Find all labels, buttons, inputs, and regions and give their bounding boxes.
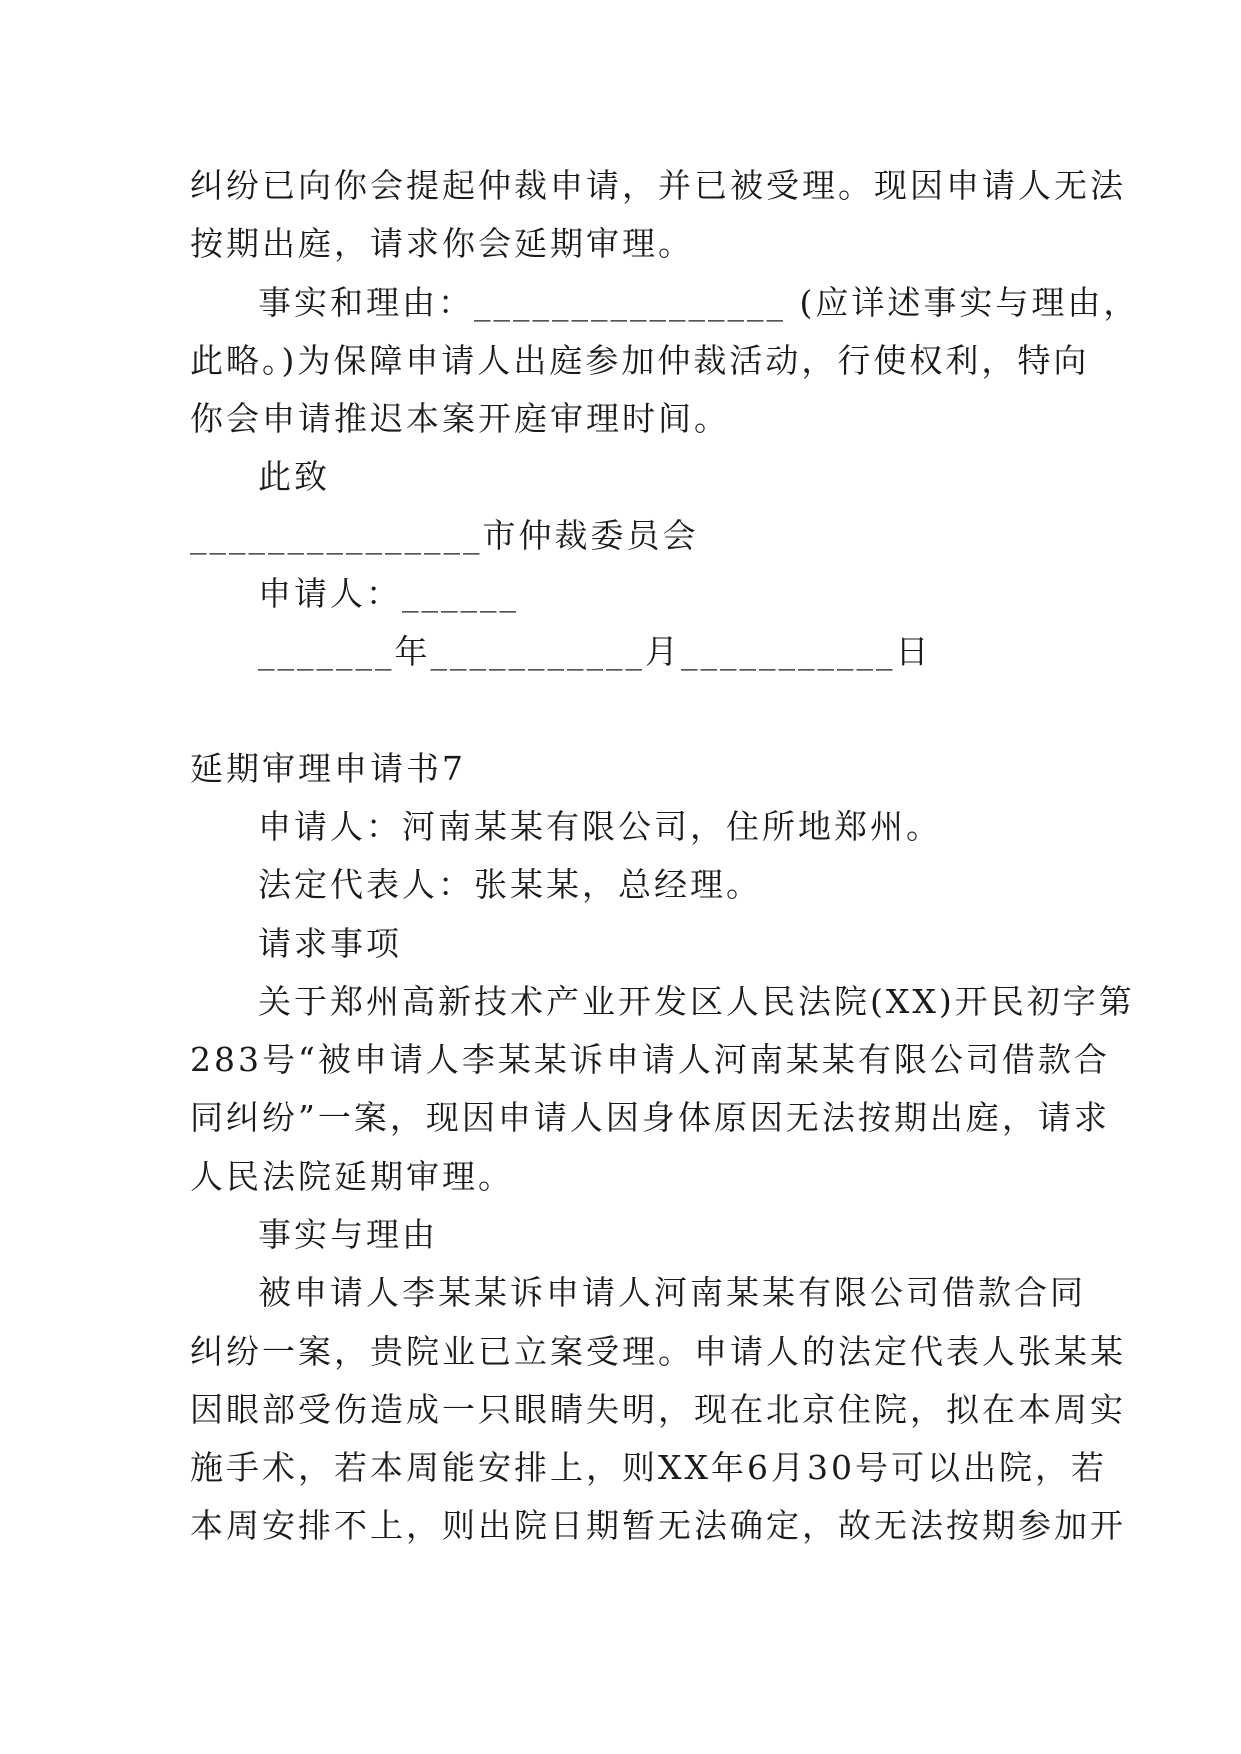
applicant-signature: 申请人：______: [258, 574, 519, 613]
section-heading: 事实与理由: [258, 1215, 438, 1254]
paragraph-line: 关于郑州高新技术产业开发区人民法院(XX)开民初字第: [258, 982, 1135, 1021]
paragraph-line: 人民法院延期审理。: [190, 1157, 514, 1196]
paragraph-line: 事实和理由：________________ (应详述事实与理由，: [258, 283, 1140, 322]
paragraph-line: 被申请人李某某诉申请人河南某某有限公司借款合同: [258, 1273, 1086, 1312]
paragraph-line: 法定代表人：张某某，总经理。: [258, 865, 762, 904]
date-line: _______年___________月___________日: [258, 632, 932, 671]
paragraph-line: 申请人：河南某某有限公司，住所地郑州。: [258, 807, 942, 846]
section-heading: 请求事项: [258, 924, 402, 963]
paragraph-line: 本周安排不上，则出院日期暂无法确定，故无法按期参加开: [190, 1506, 1126, 1545]
paragraph-line: 因眼部受伤造成一只眼睛失明，现在北京住院，拟在本周实: [190, 1390, 1126, 1429]
paragraph-line: 纠纷一案，贵院业已立案受理。申请人的法定代表人张某某: [190, 1332, 1126, 1371]
paragraph-line: 按期出庭，请求你会延期审理。: [190, 224, 694, 263]
paragraph-line: 同纠纷”一案，现因申请人因身体原因无法按期出庭，请求: [190, 1098, 1110, 1137]
salutation: 此致: [258, 457, 330, 496]
paragraph-line: 纠纷已向你会提起仲裁申请，并已被受理。现因申请人无法: [190, 166, 1126, 205]
document-title: 延期审理申请书7: [190, 749, 466, 788]
paragraph-line: 283号“被申请人李某某诉申请人河南某某有限公司借款合: [190, 1040, 1110, 1079]
paragraph-line: 施手术，若本周能安排上，则XX年6月30号可以出院，若: [190, 1448, 1107, 1487]
recipient-line: _______________市仲裁委员会: [190, 516, 699, 555]
paragraph-line: 你会申请推迟本案开庭审理时间。: [190, 399, 730, 438]
paragraph-line: 此略。)为保障申请人出庭参加仲裁活动，行使权利，特向: [190, 341, 1090, 380]
